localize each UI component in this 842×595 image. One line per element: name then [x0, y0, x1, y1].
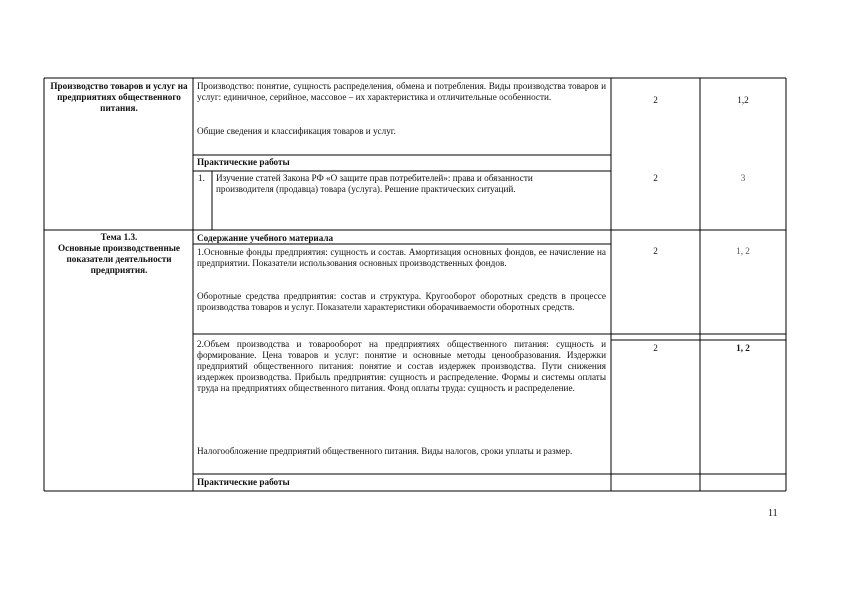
- item2-hours: 2: [653, 343, 658, 353]
- practice-header-2: Практические работы: [197, 477, 290, 487]
- practice-header: Практические работы: [197, 157, 290, 167]
- item2-text: 2.Объем производства и товарооборот на предприятиях общественного питания: сущность и формирование. Цена товаров и услуг: понятие и основные методы ценообразования. Издержки предприятий общественного питания: понятие и состав издержек производства. Пути снижения издержек производства. Прибыль предприятия: сущность и распределение. Формы и системы оплаты труда на предприятиях общественного питания. Фонд оплаты труда: сущность и распределение.: [197, 339, 606, 393]
- topic-content-2: Общие сведения и классификация товаров и услуг.: [197, 126, 396, 136]
- item1-text: 1.Основные фонды предприятия: сущность и состав. Амортизация основных фондов, ее начисление на предприятии. Показатели использования основных производственных фондов.: [197, 247, 606, 268]
- item1b-text: Оборотные средства предприятия: состав и структура. Кругооборот оборотных средств в процессе производства товаров и услуг. Показатели характеристики оборачиваемости оборотных средств.: [197, 291, 606, 312]
- theme-subtitle: Основные производственные показатели деятельности предприятия.: [57, 243, 180, 275]
- item2-level: 1, 2: [736, 343, 750, 353]
- item1-hours: 2: [653, 246, 658, 256]
- item1-level: 1, 2: [736, 246, 750, 256]
- theme-title: Тема 1.3.: [100, 232, 138, 242]
- topic-hours: 2: [653, 95, 658, 105]
- practice-level: 3: [740, 173, 746, 183]
- practice-text: Изучение статей Закона РФ «О защите прав потребителей»: права и обязанности производителя (продавца) товара (услуга). Решение практических ситуаций.: [216, 173, 533, 194]
- topic-level: 1,2: [737, 95, 749, 105]
- content-header: Содержание учебного материала: [197, 233, 334, 243]
- topic-content: Производство: понятие, сущность распределения, обмена и потребления. Виды производства товаров и услуг: единичное, серийное, массовое – их характеристика и отличительные особенности.: [197, 81, 606, 102]
- item2b-text: Налогообложение предприятий общественного питания. Виды налогов, сроки уплаты и размер.: [197, 446, 573, 456]
- practice-hours: 2: [653, 173, 658, 183]
- topic-title: Производство товаров и услуг на предприятиях общественного питания.: [50, 81, 188, 113]
- practice-number: 1.: [198, 173, 205, 183]
- page-number: 11: [768, 508, 778, 519]
